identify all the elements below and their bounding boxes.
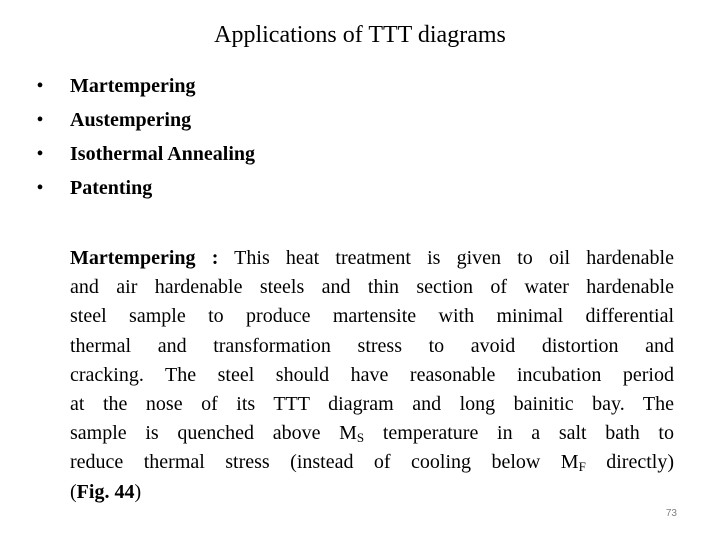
paragraph-text: sample is quenched above M: [70, 422, 357, 445]
bullet-dot-icon: •: [36, 75, 44, 97]
paragraph-text: temperature in a salt bath to: [364, 422, 674, 445]
bullet-item: [30, 72, 255, 106]
bullet-list: [30, 72, 255, 208]
paragraph-line: [70, 448, 674, 477]
martempering-description: [70, 244, 674, 507]
bullet-item: [30, 106, 255, 140]
paragraph-line: at the nose of its TTT diagram and long bainitic bay. The: [70, 393, 674, 416]
ms-subscript: S: [356, 430, 365, 446]
slide-title: Applications of TTT diagrams: [214, 22, 506, 48]
paragraph-line: [70, 478, 674, 507]
bullet-dot-icon: •: [36, 177, 44, 199]
paragraph-lead-term: Martempering :: [70, 247, 219, 269]
paragraph-line: cracking. The steel should have reasonable incubation period: [70, 363, 674, 386]
paragraph-line: [70, 419, 674, 448]
bullet-item-label: Isothermal Annealing: [70, 143, 256, 165]
paragraph-line: and air hardenable steels and thin section of water hardenable: [70, 276, 674, 299]
paragraph-text: ): [134, 480, 142, 503]
bullet-item: [30, 174, 255, 208]
paragraph-text: reduce thermal stress (instead of cooling below M: [70, 451, 579, 474]
paragraph-line: [70, 244, 674, 273]
paragraph-line: steel sample to produce martensite with minimal differential: [70, 305, 674, 328]
bullet-item-label: Patenting: [70, 177, 153, 199]
bullet-item: [30, 140, 255, 174]
paragraph-text: (: [70, 480, 77, 503]
mf-subscript: F: [578, 459, 586, 475]
page-number: 73: [665, 508, 677, 519]
bullet-item-label: Austempering: [70, 109, 192, 131]
figure-reference: Fig. 44: [76, 480, 135, 503]
paragraph-text: directly): [585, 451, 674, 474]
bullet-dot-icon: •: [36, 109, 44, 131]
paragraph-line: thermal and transformation stress to avoid distortion and: [70, 334, 674, 357]
bullet-dot-icon: •: [36, 143, 44, 165]
paragraph-text: This heat treatment is given to oil hardenable: [218, 247, 674, 269]
bullet-item-label: Martempering: [70, 75, 196, 97]
